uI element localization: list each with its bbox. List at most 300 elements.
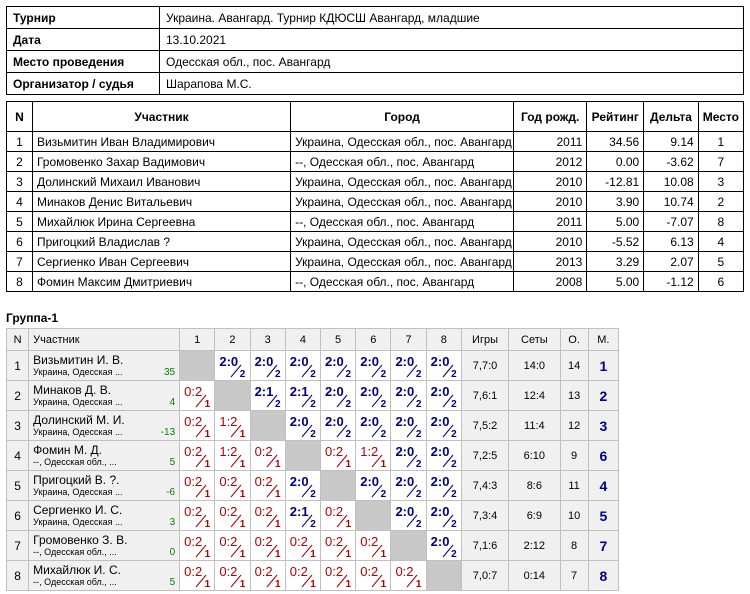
match-result (391, 471, 426, 500)
match-score: 0:2 (254, 504, 273, 519)
match-points: 1 (275, 459, 281, 470)
table-row (7, 192, 744, 212)
group-player-rating: -13 (160, 427, 176, 438)
match-result-cell (250, 501, 285, 531)
match-result (215, 351, 250, 380)
col-header-year: Год рожд. (514, 102, 587, 132)
group-header-row (7, 329, 619, 351)
group-place: 8 (588, 561, 618, 591)
participant-number: 4 (7, 192, 33, 212)
match-result (321, 501, 356, 530)
participant-delta: 10.74 (644, 192, 699, 212)
group-sets: 2:12 (509, 531, 560, 561)
group-games: 7,4:3 (461, 471, 508, 501)
participant-year: 2008 (514, 272, 587, 292)
match-points: 2 (380, 399, 387, 410)
match-points: 2 (415, 519, 422, 530)
match-result-cell (215, 351, 250, 381)
tournament-info-table (6, 6, 744, 95)
match-result-cell (285, 501, 320, 531)
group-col-place: М. (588, 329, 618, 351)
group-player-name: Визьмитин И. В. (33, 353, 124, 367)
match-score: 0:2 (184, 444, 203, 459)
group-points: 10 (560, 501, 588, 531)
group-games: 7,7:0 (461, 351, 508, 381)
match-result (180, 441, 215, 470)
participant-year: 2010 (514, 232, 587, 252)
match-result-cell (356, 411, 391, 441)
match-result (391, 411, 426, 440)
group-player-city: Украина, Одесская ... (33, 487, 123, 497)
participant-rating: 34.56 (587, 132, 644, 152)
group-place: 3 (588, 411, 618, 441)
match-result (286, 381, 321, 410)
group-crosstable (6, 328, 619, 591)
match-result-cell (250, 561, 285, 591)
match-result-cell (215, 501, 250, 531)
match-result (356, 351, 391, 380)
match-score: 0:2 (325, 564, 344, 579)
group-points: 9 (560, 441, 588, 471)
group-col-n: N (7, 329, 29, 351)
match-result (391, 561, 426, 590)
group-col-opponent: 7 (391, 329, 426, 351)
match-points: 2 (275, 369, 281, 380)
match-result-cell (426, 411, 461, 441)
group-row (7, 471, 619, 501)
group-row-number: 6 (7, 501, 29, 531)
match-score: 0:2 (325, 444, 344, 459)
group-col-opponent: 1 (180, 329, 215, 351)
match-result-cell (426, 351, 461, 381)
group-col-opponent: 3 (250, 329, 285, 351)
participant-number: 7 (7, 252, 33, 272)
participant-number: 1 (7, 132, 33, 152)
match-result (215, 531, 250, 560)
group-player-rating: 4 (169, 397, 176, 408)
match-score: 0:2 (219, 564, 238, 579)
match-points: 2 (275, 399, 281, 410)
match-points: 1 (239, 489, 246, 500)
participant-name: Громовенко Захар Вадимович (32, 152, 290, 172)
diagonal-cell (391, 531, 426, 561)
match-result (321, 411, 356, 440)
group-col-opponent: 2 (215, 329, 250, 351)
col-header-n: N (7, 102, 33, 132)
group-row-number: 3 (7, 411, 29, 441)
match-score: 0:2 (289, 534, 308, 549)
match-points: 1 (275, 489, 281, 500)
group-player-cell (29, 471, 180, 501)
match-result-cell (250, 381, 285, 411)
match-result (286, 471, 321, 500)
group-player-name: Пригоцкий В. ?. (33, 473, 120, 487)
match-score: 2:0 (289, 414, 309, 429)
match-score: 2:0 (360, 354, 380, 369)
match-score: 0:2 (219, 474, 238, 489)
match-points: 2 (310, 399, 316, 410)
match-result (356, 411, 391, 440)
match-result (427, 501, 462, 530)
group-points: 7 (560, 561, 588, 591)
participant-place: 6 (698, 272, 743, 292)
participant-number: 3 (7, 172, 33, 192)
group-player-cell (29, 351, 180, 381)
participant-delta: 9.14 (644, 132, 699, 152)
match-result-cell (285, 471, 320, 501)
diagonal-cell (180, 351, 215, 381)
match-result (286, 531, 321, 560)
group-row-number: 1 (7, 351, 29, 381)
group-player-rating: 0 (169, 547, 176, 558)
match-score: 2:0 (325, 384, 344, 399)
match-points: 2 (380, 429, 387, 440)
group-sets: 11:4 (509, 411, 560, 441)
match-result (427, 531, 462, 560)
match-score: 0:2 (289, 564, 308, 579)
match-result (286, 411, 321, 440)
group-player-cell (29, 531, 180, 561)
group-player-name: Громовенко З. В. (33, 533, 128, 547)
match-points: 2 (451, 429, 457, 440)
group-row (7, 531, 619, 561)
table-row (7, 152, 744, 172)
group-player-cell (29, 561, 180, 591)
match-result (356, 381, 391, 410)
match-points: 1 (204, 459, 211, 470)
group-player-city: Украина, Одесская ... (33, 517, 123, 527)
match-result (356, 441, 391, 470)
match-result-cell (426, 441, 461, 471)
match-points: 1 (204, 399, 211, 410)
col-header-delta: Дельта (644, 102, 699, 132)
group-player-city: --, Одесская обл., ... (33, 547, 117, 557)
participant-number: 6 (7, 232, 33, 252)
group-place: 2 (588, 381, 618, 411)
match-result (180, 411, 215, 440)
group-row-number: 4 (7, 441, 29, 471)
match-result (321, 441, 356, 470)
table-row (7, 172, 744, 192)
group-player-cell (29, 411, 180, 441)
participant-place: 3 (698, 172, 743, 192)
participant-city: Украина, Одесская обл., пос. Авангард (291, 252, 514, 272)
participant-name: Минаков Денис Витальевич (32, 192, 290, 212)
match-result-cell (321, 501, 356, 531)
match-points: 2 (345, 369, 351, 380)
info-key: Место проведения (7, 51, 160, 73)
group-place: 4 (588, 471, 618, 501)
match-result (286, 351, 321, 380)
match-result-cell (391, 441, 426, 471)
match-result-cell (426, 531, 461, 561)
match-points: 1 (239, 429, 246, 440)
participant-delta: -1.12 (644, 272, 699, 292)
participant-number: 5 (7, 212, 33, 232)
match-score: 2:0 (289, 474, 309, 489)
match-score: 2:0 (360, 474, 380, 489)
match-score: 0:2 (395, 564, 414, 579)
col-header-rating: Рейтинг (587, 102, 644, 132)
match-result (321, 531, 356, 560)
match-score: 2:0 (395, 474, 415, 489)
match-result (427, 381, 462, 410)
match-points: 1 (204, 489, 211, 500)
match-result (251, 501, 286, 530)
match-score: 2:1 (289, 504, 309, 519)
diagonal-cell (426, 561, 461, 591)
match-points: 1 (204, 519, 211, 530)
match-score: 0:2 (184, 564, 203, 579)
match-result-cell (180, 531, 215, 561)
group-player-cell (29, 501, 180, 531)
match-result-cell (180, 411, 215, 441)
participant-rating: 3.90 (587, 192, 644, 212)
group-col-player: Участник (29, 329, 180, 351)
group-points: 11 (560, 471, 588, 501)
match-points: 2 (451, 399, 457, 410)
match-score: 0:2 (325, 534, 344, 549)
match-result-cell (356, 351, 391, 381)
participant-delta: -7.07 (644, 212, 699, 232)
group-row-number: 5 (7, 471, 29, 501)
match-points: 2 (415, 429, 422, 440)
match-score: 0:2 (254, 444, 273, 459)
match-result-cell (180, 381, 215, 411)
group-player-rating: -6 (166, 487, 176, 498)
group-row-number: 8 (7, 561, 29, 591)
match-result-cell (180, 501, 215, 531)
match-points: 2 (415, 399, 422, 410)
match-result (251, 381, 286, 410)
info-key: Турнир (7, 7, 160, 29)
participants-header-row (7, 102, 744, 132)
info-value: 13.10.2021 (160, 29, 744, 51)
match-result (391, 441, 426, 470)
participant-name: Михайлюк Ирина Сергеевна (32, 212, 290, 232)
participant-delta: 10.08 (644, 172, 699, 192)
match-result (180, 381, 215, 410)
match-result-cell (391, 471, 426, 501)
match-result (321, 351, 356, 380)
participant-rating: -12.81 (587, 172, 644, 192)
group-player-rating: 5 (169, 457, 176, 468)
match-points: 1 (275, 519, 281, 530)
group-points: 8 (560, 531, 588, 561)
group-sets: 14:0 (509, 351, 560, 381)
participant-rating: 5.00 (587, 272, 644, 292)
match-score: 0:2 (254, 474, 273, 489)
match-result-cell (215, 441, 250, 471)
match-points: 2 (451, 549, 457, 560)
group-player-cell (29, 381, 180, 411)
match-points: 2 (451, 369, 457, 380)
match-result-cell (215, 561, 250, 591)
diagonal-cell (356, 501, 391, 531)
match-result (251, 471, 286, 500)
group-row (7, 381, 619, 411)
participant-city: --, Одесская обл., пос. Авангард (291, 212, 514, 232)
match-score: 2:0 (430, 444, 450, 459)
participant-city: Украина, Одесская обл., пос. Авангард (291, 172, 514, 192)
match-points: 1 (310, 549, 316, 560)
match-result-cell (285, 351, 320, 381)
match-score: 2:0 (360, 384, 380, 399)
match-score: 0:2 (219, 504, 238, 519)
participant-city: Украина, Одесская обл., пос. Авангард (291, 132, 514, 152)
table-row (7, 132, 744, 152)
match-result (180, 471, 215, 500)
match-score: 2:0 (395, 384, 415, 399)
match-score: 2:0 (395, 354, 415, 369)
match-result-cell (215, 411, 250, 441)
group-games: 7,0:7 (461, 561, 508, 591)
group-player-name: Минаков Д. В. (33, 383, 112, 397)
info-value: Шарапова М.С. (160, 73, 744, 95)
match-score: 0:2 (184, 414, 203, 429)
participant-rating: 3.29 (587, 252, 644, 272)
match-result-cell (391, 351, 426, 381)
match-result-cell (356, 381, 391, 411)
participant-place: 5 (698, 252, 743, 272)
match-points: 2 (310, 519, 316, 530)
group-row (7, 501, 619, 531)
group-player-city: Украина, Одесская ... (33, 367, 123, 377)
match-points: 2 (415, 489, 422, 500)
group-col-opponent: 6 (356, 329, 391, 351)
match-result (391, 501, 426, 530)
info-value: Украина. Авангард. Турнир КДЮСШ Авангард, младшие (160, 7, 744, 29)
match-score: 1:2 (219, 414, 238, 429)
match-points: 1 (345, 549, 351, 560)
match-points: 2 (451, 459, 457, 470)
info-row (7, 51, 744, 73)
group-col-opponent: 8 (426, 329, 461, 351)
participant-name: Пригоцкий Владислав ? (32, 232, 290, 252)
match-score: 2:0 (430, 414, 450, 429)
match-points: 2 (451, 519, 457, 530)
group-player-name: Фомин М. Д. (33, 443, 102, 457)
group-player-name: Долинский М. И. (33, 413, 125, 427)
group-sets: 8:6 (509, 471, 560, 501)
match-result (215, 411, 250, 440)
info-key: Организатор / судья (7, 73, 160, 95)
match-score: 2:0 (395, 414, 415, 429)
group-player-city: --, Одесская обл., ... (33, 577, 117, 587)
match-result-cell (321, 531, 356, 561)
match-result-cell (391, 381, 426, 411)
participant-city: Украина, Одесская обл., пос. Авангард (291, 192, 514, 212)
group-row (7, 561, 619, 591)
match-points: 2 (310, 489, 316, 500)
table-row (7, 252, 744, 272)
group-points: 14 (560, 351, 588, 381)
match-score: 0:2 (184, 384, 203, 399)
match-points: 1 (275, 579, 281, 590)
table-row (7, 272, 744, 292)
participant-place: 1 (698, 132, 743, 152)
match-result-cell (426, 381, 461, 411)
match-result-cell (426, 471, 461, 501)
match-result-cell (285, 531, 320, 561)
participant-year: 2011 (514, 132, 587, 152)
match-result-cell (321, 381, 356, 411)
match-result-cell (250, 531, 285, 561)
participants-table (6, 101, 744, 292)
match-result (427, 351, 462, 380)
participant-year: 2012 (514, 152, 587, 172)
match-points: 2 (310, 429, 316, 440)
match-result (251, 561, 286, 590)
group-row (7, 351, 619, 381)
match-result-cell (285, 411, 320, 441)
match-result-cell (356, 561, 391, 591)
participant-city: Украина, Одесская обл., пос. Авангард (291, 232, 514, 252)
match-result (427, 411, 462, 440)
group-col-opponent: 4 (285, 329, 320, 351)
match-result-cell (321, 561, 356, 591)
match-result (215, 501, 250, 530)
match-score: 2:0 (395, 444, 415, 459)
group-games: 7,5:2 (461, 411, 508, 441)
match-score: 2:1 (254, 384, 274, 399)
match-result-cell (356, 471, 391, 501)
match-points: 2 (239, 369, 246, 380)
group-place: 1 (588, 351, 618, 381)
match-points: 1 (310, 579, 316, 590)
match-result (391, 381, 426, 410)
participant-rating: -5.52 (587, 232, 644, 252)
match-result (251, 351, 286, 380)
match-score: 1:2 (219, 444, 238, 459)
match-score: 2:0 (395, 504, 415, 519)
col-header-participant: Участник (32, 102, 290, 132)
match-score: 0:2 (360, 564, 379, 579)
match-result (180, 561, 215, 590)
match-score: 0:2 (360, 534, 379, 549)
info-row (7, 29, 744, 51)
participant-rating: 5.00 (587, 212, 644, 232)
match-score: 2:0 (325, 414, 344, 429)
group-player-city: Украина, Одесская ... (33, 397, 123, 407)
group-player-city: Украина, Одесская ... (33, 427, 123, 437)
match-result-cell (391, 501, 426, 531)
table-row (7, 232, 744, 252)
match-points: 1 (204, 579, 211, 590)
match-result-cell (356, 531, 391, 561)
match-points: 1 (380, 549, 387, 560)
match-result (215, 561, 250, 590)
group-games: 7,1:6 (461, 531, 508, 561)
match-score: 0:2 (184, 474, 203, 489)
col-header-place: Место (698, 102, 743, 132)
group-place: 6 (588, 441, 618, 471)
match-result-cell (180, 441, 215, 471)
participant-number: 8 (7, 272, 33, 292)
match-score: 0:2 (325, 504, 344, 519)
diagonal-cell (250, 411, 285, 441)
match-result-cell (250, 351, 285, 381)
match-result (180, 531, 215, 560)
match-points: 1 (380, 579, 387, 590)
group-title: Группа-1 (6, 311, 59, 325)
match-score: 0:2 (254, 564, 273, 579)
match-result-cell (285, 381, 320, 411)
group-player-rating: 3 (169, 517, 176, 528)
participant-delta: 6.13 (644, 232, 699, 252)
match-points: 1 (345, 459, 351, 470)
participant-city: --, Одесская обл., пос. Авангард (291, 152, 514, 172)
